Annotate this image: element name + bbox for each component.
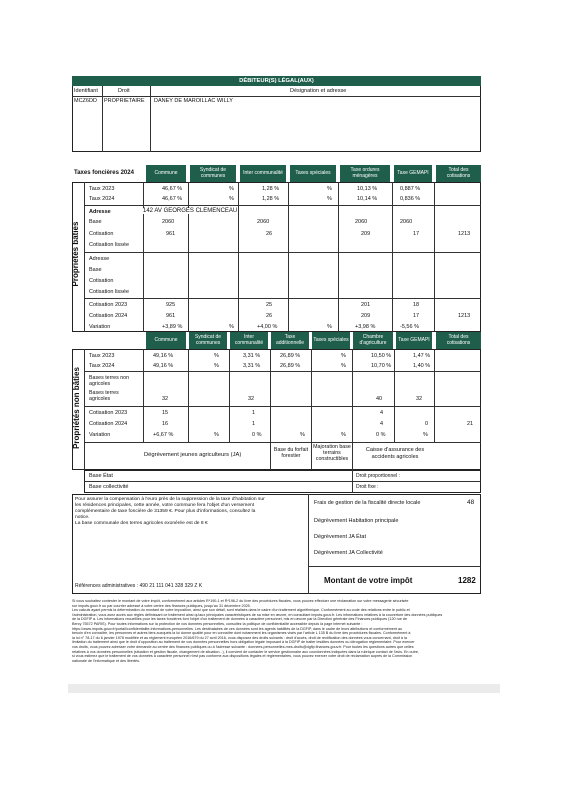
nb-c24-gemapi: 0 [425, 421, 429, 427]
bati-taux2023-gemapi: 0,887 % [400, 186, 421, 192]
nb-bases-agri-label: Bases terres agricoles [89, 390, 119, 402]
nb-ba-chambre: 40 [376, 396, 383, 402]
debtor-box [72, 76, 481, 152]
hdr2-speciales: Taxes spéciales [312, 332, 350, 349]
nb-t24-chambre: 10,70 % [371, 363, 392, 369]
bati-base2-label: Base [89, 267, 102, 273]
bati-c24-total: 1213 [458, 313, 471, 319]
bati-c24-ordures: 209 [361, 313, 371, 319]
compensation-line4: notice. [75, 515, 90, 520]
nb-cot2024-label: Cotisation 2024 [89, 421, 128, 427]
bati-taux2024-speciales: % [327, 196, 332, 202]
nb-h3 [84, 442, 481, 443]
bati-base-inter: 2060 [257, 219, 270, 225]
legal-footer [72, 599, 484, 663]
bati-adresse: 142 AV GEORGES CLEMENCEAU [143, 208, 238, 214]
degrevement-ja-collectivite: Dégrèvement JA Collectivité [314, 550, 383, 556]
bati-c24-commune: 961 [166, 313, 176, 319]
bati-c23-inter: 25 [266, 302, 273, 308]
footer-line: si vous estimez que le traitement de vos données à caractère personnel n'est pas conforme aux dispositions légales et réglementaires, vous pouvez exercer votre droit de réclamation auprès de la Commission [72, 654, 413, 659]
taxes-foncieres-title: Taxes foncières 2024 [74, 170, 134, 176]
bati-c23-ordures: 201 [361, 302, 371, 308]
bati-taux2024-gemapi: 0,836 % [400, 196, 421, 202]
footer-line: limitation du traitement ainsi que le droit d'opposition au traitement de vos données personnelles hors obligation légale imposant à la DGFiP de traiter lesdites données ou dérogation réglementaire. Pour exercer [72, 640, 415, 645]
bati-side-label: Propriétés bâties [71, 221, 80, 287]
nb-t23-chambre: 10,50 % [371, 353, 392, 359]
bati-taux2023-label: Taux 2023 [89, 186, 115, 192]
hdr1-syndicat: Syndicat de communes [190, 165, 236, 182]
nb-bases-non-agri-label: Bases terres non agricoles [89, 375, 130, 387]
nb-var-gemapi: % [423, 432, 428, 438]
debtor-sep [72, 96, 481, 97]
bati-base-commune: 2060 [162, 219, 175, 225]
bati-base-ordures: 2060 [355, 219, 368, 225]
hdr1-speciales: Taxes spéciales [290, 165, 336, 182]
nb-majoration: Majoration base terrains constructibles [313, 444, 351, 462]
nb-h2 [84, 406, 481, 407]
nb-v7 [394, 349, 395, 442]
debtor-designation: DANEY DE MAROILLAC WILLY [154, 98, 233, 104]
bati-taux2024-ordures: 10,14 % [357, 196, 378, 202]
footer-line: Les calculs ayant permis la détermination du montant de votre imposition, ainsi que son détail, sont réalisés dans le cadre d'un traitement algorithmique. Conformément au code des relations entre le public et [72, 608, 410, 613]
nonbati-side-label: Propriétés non bâties [72, 367, 81, 449]
hdr2-gemapi: Taxe GEMAPI [396, 332, 432, 349]
summary-hsep [308, 566, 481, 567]
footer-line: l'administration, vous avez accès aux règles définissant ce traitement ainsi qu'aux principales caractéristiques de sa mise en œuvre, en consultant impots.gouv.fr. Les informations relatives à la couverture des données publiques [72, 612, 443, 617]
frais-label: Frais de gestion de la fiscalité directe locale [314, 500, 421, 506]
bati-taux2023-inter: 1,28 % [262, 186, 280, 192]
nb-t23-inter: 3,31 % [243, 353, 261, 359]
degrevement-ja-etat: Dégrèvement JA État [314, 534, 366, 540]
bati-var-syndicat: % [229, 324, 234, 330]
bati-cot2023-label: Cotisation 2023 [89, 302, 128, 308]
col-droit: Droit [118, 88, 130, 94]
bati-taux2024-commune: 46,67 % [162, 196, 183, 202]
nb-taux2023-label: Taux 2023 [89, 353, 115, 359]
bati-taux2023-speciales: % [327, 186, 332, 192]
nb-side-sep [84, 349, 85, 470]
bati-h3 [84, 298, 481, 299]
nb-var-additionnelle: % [300, 432, 305, 438]
bati-c24-gemapi: 17 [413, 313, 420, 319]
bati-base-label: Base [89, 219, 102, 225]
footer-line: vos droits, vous pouvez adresser votre demande au centre des finances publiques ou à l'adresse suivante : donnees-personnelles-mes-droits@dgfip.finances.gouv.fr. Pour toutes les questions autres que celles [72, 644, 414, 649]
bati-c23-commune: 925 [166, 302, 176, 308]
compensation-line3: complémentaire de taxe foncière de 31359 €. Pour plus d'informations, consultez la [75, 509, 256, 514]
footer-line: https://www.impots.gouv.fr/portail/confidentialite-informations-personnelles. Les destinataires de ces données sont les agents habilités de la DGFiP, dans le cadre de leurs attributions et conformément au [72, 626, 403, 631]
nb-t24-speciales: % [341, 363, 346, 369]
nb-v6 [352, 349, 353, 470]
bati-var-ordures: +3,98 % [355, 324, 376, 330]
summary-sep [308, 494, 309, 594]
references: Références administratives : 490 21 111 041 328 329 Z K [75, 583, 203, 589]
bati-cotisation-lissee-label: Cotisation lissée [89, 242, 130, 248]
nb-t23-syndicat: % [214, 353, 219, 359]
nb-t24-additionnelle: 26,89 % [280, 363, 301, 369]
nb-t23-additionnelle: 26,89 % [280, 353, 301, 359]
base-etat-label: Base État [89, 473, 113, 479]
debtor-vsep-2 [150, 86, 151, 152]
hdr1-total: Total des cotisations [436, 165, 481, 182]
debtor-vsep-1 [102, 86, 103, 152]
nb-t24-syndicat: % [214, 363, 219, 369]
nb-t24-commune: 49,16 % [153, 363, 174, 369]
compensation-line1: Pour assurer la compensation à l'euro près de la suppression de la taxe d'habitation sur [75, 497, 265, 502]
bati-adresse2-label: Adresse [89, 256, 110, 262]
bati-var-speciales: % [327, 324, 332, 330]
bati-cotisation-lissee2-label: Cotisation lissée [89, 289, 130, 295]
nb-var-syndicat: % [214, 432, 219, 438]
compensation-line5: La base communale des terres agricoles exonérée est de 8 € [75, 521, 208, 526]
bati-c24-inter: 26 [266, 313, 273, 319]
bottom-gray-bar [68, 684, 500, 693]
bati-cotisation2-label: Cotisation [89, 278, 114, 284]
bati-cot-total: 1213 [458, 231, 471, 237]
bati-adresse-label: Adresse [89, 209, 111, 215]
base-collectivite-label: Base collectivité [89, 484, 129, 490]
bati-var-gemapi: -5,56 % [400, 324, 419, 330]
compensation-line2: les résidences principales, cette année, votre commune fera l'objet d'un versement [75, 503, 255, 508]
bati-cot-inter: 26 [266, 231, 273, 237]
nb-degrevement-ja: Dégrèvement jeunes agriculteurs (JA) [144, 452, 242, 458]
hdr1-gemapi: Taxe GEMAPI [394, 165, 432, 182]
montant-label: Montant de votre impôt [324, 576, 413, 585]
footer-line: besoin d'en connaître, les personnes et autres tiers auxquels la loi donne qualité pour en connaître dont notamment les organismes visés par l'article L 135 B du livre des procédures fiscales. Conformément à [72, 631, 411, 636]
nb-forfait: Base du forfait forestier [273, 447, 309, 459]
hdr1-commune: Commune [146, 165, 186, 182]
bati-variation-label: Variation [89, 324, 111, 330]
nb-v5 [311, 349, 312, 470]
hdr1-inter: Inter communalité [240, 165, 286, 182]
debtor-title: DÉBITEUR(S) LÉGAL(AUX) [72, 76, 481, 86]
nb-ba-commune: 32 [162, 396, 169, 402]
nb-v1 [143, 349, 144, 442]
nb-c24-inter: 1 [252, 421, 256, 427]
hdr2-chambre: Chambre d'agriculture [353, 332, 393, 349]
bati-taux2023-ordures: 10,13 % [357, 186, 378, 192]
nb-v4 [270, 349, 271, 470]
footer-line: Si vous souhaitez contester le montant de votre impôt, conformément aux articles R*190-1 et R*196-2 du livre des procédures fiscales, vous pouvez effectuer une réclamation sur votre messagerie sécurisée [72, 599, 409, 603]
nb-c23-commune: 15 [162, 410, 169, 416]
footer-line: sur impots.gouv.fr ou par courrier adressé à votre centre des finances publiques, jusqu'au 31 décembre 2025. [72, 603, 251, 608]
montant-value: 1282 [458, 576, 476, 585]
footer-line: Bercy 75572 PARIS). Pour toutes informations sur la protection de vos données personnelles, consultez la politique de confidentialité accessible depuis la page internet suivante : [72, 621, 363, 626]
droit-proportionnel: Droit proportionnel : [356, 473, 400, 479]
footer-line: la loi n° 78-17 du 6 janvier 1978 modifiée et au règlement européen 2016/679 du 27 avril 2016, vous disposez des droits suivants : droit d'accès, droit de rectification des données vous concernant, droit à la [72, 635, 407, 640]
nb-var-commune: +6,67 % [153, 432, 174, 438]
nb-h1 [84, 371, 481, 372]
bati-taux2024-syndicat: % [229, 196, 234, 202]
hdr2-total: Total des cotisations [436, 332, 481, 349]
footer-line: relatives à vos données personnelles (situation et gestion fiscale, changement de situation...), il convient de contacter le service gestionnaire aux coordonnées indiquées dans la rubrique contact de l'avis. En outre, [72, 649, 419, 654]
nb-ba-gemapi: 32 [416, 396, 423, 402]
nb-v2 [188, 349, 189, 442]
nb-variation-label: Variation [89, 432, 111, 438]
nb-caisse: Caisse d'assurance des accidents agricoles [365, 447, 425, 460]
bati-c23-gemapi: 18 [413, 302, 420, 308]
nb-t24-gemapi: 1,40 % [413, 363, 431, 369]
nb-t23-gemapi: 1,47 % [413, 353, 431, 359]
col-designation: Désignation et adresse [290, 88, 347, 94]
nb-c23-chambre: 4 [380, 410, 384, 416]
nb-v8 [434, 349, 435, 442]
nb-var-inter: 0 % [252, 432, 262, 438]
bati-taux2024-label: Taux 2024 [89, 196, 115, 202]
hdr1-ordures: Taxe ordures ménagères [340, 165, 390, 182]
nb-t23-speciales: % [341, 353, 346, 359]
bati-var-commune: +3,89 % [162, 324, 183, 330]
hdr2-commune: Commune [146, 332, 186, 349]
nb-t24-inter: 3,31 % [243, 363, 261, 369]
nb-var-speciales: % [341, 432, 346, 438]
footer-line: de la DGFiP a. Les informations recueillies pour les taxes foncières font l'objet d'un traitement de données à caractère personnel, mis en œuvre par la Direction générale des Finances publiques (120 rue de [72, 617, 408, 622]
bati-taux2024-inter: 1,28 % [262, 196, 280, 202]
nb-cot2023-label: Cotisation 2023 [89, 410, 128, 416]
bati-base-gemapi: 2060 [400, 219, 413, 225]
footer-line: nationale de l'informatique et des libertés. [72, 658, 140, 663]
bati-h2 [84, 252, 481, 253]
bati-taux2023-syndicat: % [229, 186, 234, 192]
nb-c24-commune: 16 [162, 421, 169, 427]
degrevement-habitation: Dégrèvement Habitation principale [314, 518, 399, 524]
debtor-identifiant: MCZ6DD [74, 98, 97, 104]
hdr2-additionnelle: Taxe additionnelle [271, 332, 309, 349]
debtor-droit: PROPRIETAIRE [104, 98, 145, 104]
nb-taux2024-label: Taux 2024 [89, 363, 115, 369]
hdr2-inter: Inter communalité [230, 332, 268, 349]
nb-c24-chambre: 4 [380, 421, 384, 427]
bati-h1 [84, 205, 481, 206]
nb-c23-inter: 1 [252, 410, 256, 416]
bati-cot-commune: 961 [166, 231, 176, 237]
droit-fixe: Droit fixe : [356, 484, 379, 490]
nb-var-chambre: 0 % [376, 432, 386, 438]
nb-ba-inter: 32 [248, 396, 255, 402]
nb-t23-commune: 49,16 % [153, 353, 174, 359]
nb-v3 [229, 349, 230, 442]
frais-value: 48 [467, 499, 475, 506]
hdr2-syndicat: Syndicat de communes [189, 332, 227, 349]
bati-cot2024-label: Cotisation 2024 [89, 313, 128, 319]
bati-cotisation-label: Cotisation [89, 231, 114, 237]
col-identifiant: Identifiant [74, 88, 98, 94]
bati-cot-ordures: 209 [361, 231, 371, 237]
nb-c24-total: 21 [467, 421, 474, 427]
bati-cot-gemapi: 17 [413, 231, 420, 237]
bati-taux2023-commune: 46,67 % [162, 186, 183, 192]
bati-var-inter: +4,00 % [257, 324, 278, 330]
base-etat-hsep [84, 481, 481, 482]
